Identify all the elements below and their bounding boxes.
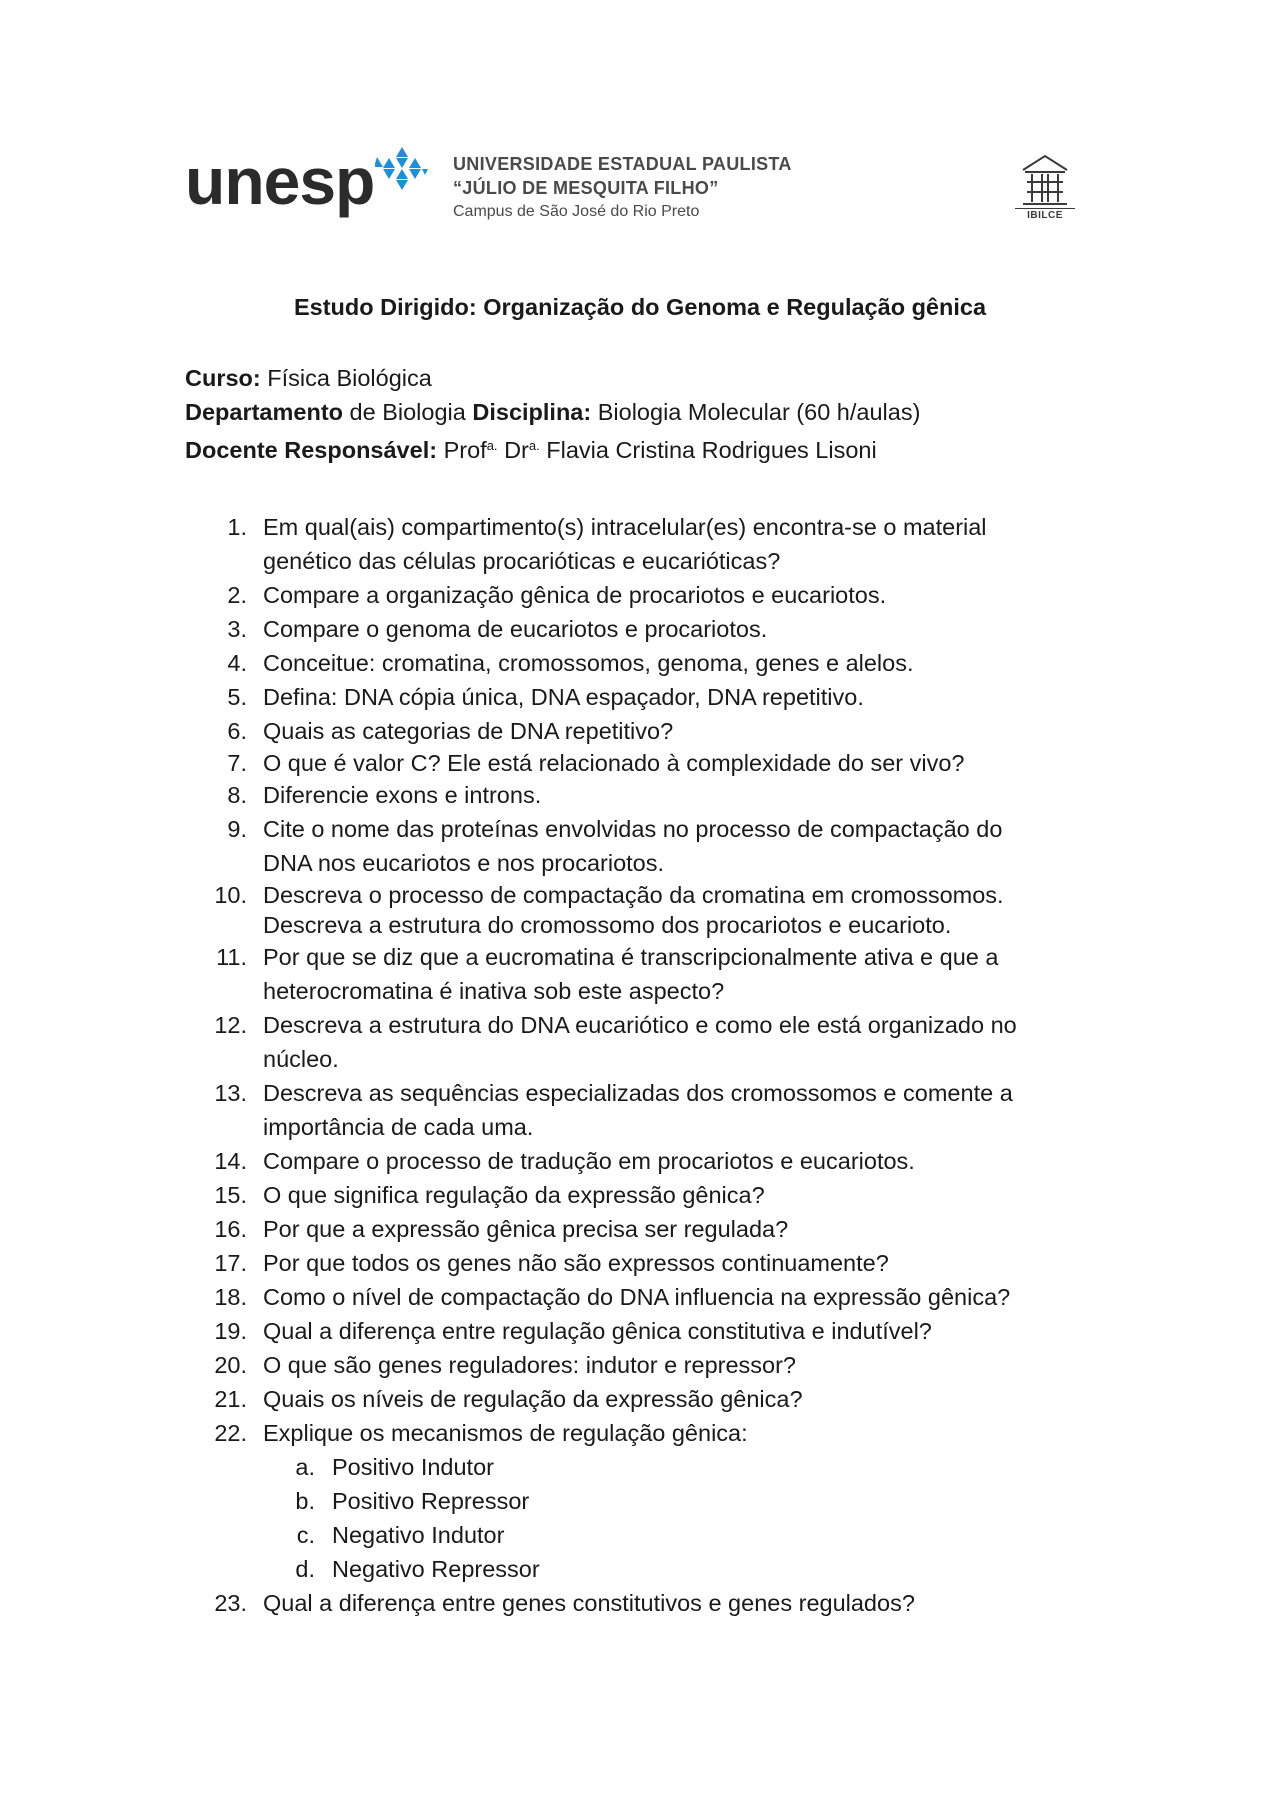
sub-item-b xyxy=(185,1484,1115,1518)
university-name: UNIVERSIDADE ESTADUAL PAULISTA xyxy=(453,154,792,174)
teacher-name: Flavia Cristina Rodrigues Lisoni xyxy=(546,437,877,463)
question-text: Por que se diz que a eucromatina é transcripcionalmente ativa e que a xyxy=(263,944,999,970)
question-7 xyxy=(185,748,1115,778)
question-text: Descreva a estrutura do DNA eucariótico e como ele está organizado no xyxy=(263,1012,1017,1038)
question-number: 22. xyxy=(214,1420,247,1446)
sub-item-letter: a. xyxy=(295,1454,315,1480)
question-number: 20. xyxy=(214,1352,247,1378)
question-number: 8. xyxy=(227,782,247,808)
question-text: núcleo. xyxy=(263,1046,339,1072)
question-text: Qual a diferença entre genes constitutivos e genes regulados? xyxy=(263,1590,915,1616)
question-number: 5. xyxy=(227,684,247,710)
question-text: Em qual(ais) compartimento(s) intracelular(es) encontra-se o material xyxy=(263,514,987,540)
sub-item-c xyxy=(185,1518,1115,1552)
course-value: Física Biológica xyxy=(267,365,432,391)
university-subtitle: “JÚLIO DE MESQUITA FILHO” xyxy=(453,178,719,198)
question-text: Diferencie exons e introns. xyxy=(263,782,542,808)
teacher-title-2: Dr xyxy=(504,437,529,463)
question-text: Por que todos os genes não são expressos continuamente? xyxy=(263,1250,889,1276)
sub-item-text: Positivo Indutor xyxy=(332,1454,494,1480)
sub-item-d xyxy=(185,1552,1115,1586)
department-line xyxy=(185,395,920,429)
question-text: Quais as categorias de DNA repetitivo? xyxy=(263,718,674,744)
question-number: 19. xyxy=(214,1318,247,1344)
sub-item-a xyxy=(185,1450,1115,1484)
document-title: Estudo Dirigido: Organização do Genoma e Regulação gênica xyxy=(293,294,987,320)
question-22 xyxy=(185,1416,1115,1450)
question-number: 11. xyxy=(216,944,247,970)
question-number: 16. xyxy=(214,1216,247,1242)
question-20 xyxy=(185,1348,1115,1382)
question-text: importância de cada uma. xyxy=(263,1114,534,1140)
question-text: O que é valor C? Ele está relacionado à complexidade do ser vivo? xyxy=(263,750,965,776)
teacher-title-1: Prof xyxy=(443,437,487,463)
question-14 xyxy=(185,1144,1115,1178)
question-number: 14. xyxy=(214,1148,247,1174)
question-text: heterocromatina é inativa sob este aspecto? xyxy=(263,978,725,1004)
question-number: 18. xyxy=(214,1284,247,1310)
question-text: genético das células procarióticas e eucarióticas? xyxy=(263,548,781,574)
question-number: 9. xyxy=(227,816,247,842)
question-text: Por que a expressão gênica precisa ser regulada? xyxy=(263,1216,789,1242)
question-4 xyxy=(185,646,1115,680)
question-text: Como o nível de compactação do DNA influencia na expressão gênica? xyxy=(263,1284,1011,1310)
question-11 xyxy=(185,940,1115,1008)
question-12 xyxy=(185,1008,1115,1076)
course-info xyxy=(185,361,920,467)
question-number: 12. xyxy=(214,1012,247,1038)
unesp-logo-icon xyxy=(375,145,429,193)
building-icon xyxy=(1015,152,1075,208)
campus-name: Campus de São José do Rio Preto xyxy=(453,203,700,220)
teacher-title-1-sup: a. xyxy=(486,438,498,453)
question-8 xyxy=(185,778,1115,812)
question-number: 23. xyxy=(214,1590,247,1616)
question-text: Descreva o processo de compactação da cromatina em cromossomos. xyxy=(263,882,1004,908)
sub-item-text: Positivo Repressor xyxy=(332,1488,530,1514)
question-text: Descreva a estrutura do cromossomo dos procariotos e eucarioto. xyxy=(263,912,952,938)
question-text: Descreva as sequências especializadas dos cromossomos e comente a xyxy=(263,1080,1013,1106)
question-text: Explique os mecanismos de regulação gênica: xyxy=(263,1420,748,1446)
question-13 xyxy=(185,1076,1115,1144)
question-number: 2. xyxy=(227,582,247,608)
question-number: 15. xyxy=(214,1182,247,1208)
ibilce-logo xyxy=(1015,152,1075,226)
question-number: 4. xyxy=(227,650,247,676)
question-number: 10. xyxy=(214,882,247,908)
discipline-value: Biologia Molecular (60 h/aulas) xyxy=(597,399,921,425)
question-21 xyxy=(185,1382,1115,1416)
question-number: 1. xyxy=(227,514,247,540)
question-text: DNA nos eucariotos e nos procariotos. xyxy=(263,850,665,876)
sub-item-text: Negativo Repressor xyxy=(332,1556,540,1582)
question-5 xyxy=(185,680,1115,714)
question-3 xyxy=(185,612,1115,646)
question-text: O que são genes reguladores: indutor e repressor? xyxy=(263,1352,796,1378)
question-number: 13. xyxy=(214,1080,247,1106)
question-1 xyxy=(185,510,1115,578)
ibilce-label: IBILCE xyxy=(1015,208,1075,221)
unesp-logo-text: unesp xyxy=(185,144,375,218)
question-18 xyxy=(185,1280,1115,1314)
question-16 xyxy=(185,1212,1115,1246)
question-number: 6. xyxy=(227,718,247,744)
question-2 xyxy=(185,578,1115,612)
course-label: Curso: xyxy=(185,365,261,391)
university-block xyxy=(453,152,792,224)
question-text: Compare a organização gênica de procariotos e eucariotos. xyxy=(263,582,887,608)
letterhead xyxy=(185,140,1085,240)
sub-item-letter: d. xyxy=(295,1556,315,1582)
teacher-line xyxy=(185,429,920,467)
question-23 xyxy=(185,1586,1115,1620)
question-number: 3. xyxy=(227,616,247,642)
question-list xyxy=(185,510,1115,1620)
question-10 xyxy=(185,880,1115,940)
question-text: Conceitue: cromatina, cromossomos, genoma, genes e alelos. xyxy=(263,650,914,676)
sub-item-text: Negativo Indutor xyxy=(332,1522,505,1548)
question-6 xyxy=(185,714,1115,748)
sub-item-letter: b. xyxy=(295,1488,315,1514)
question-text: Compare o genoma de eucariotos e procariotos. xyxy=(263,616,768,642)
question-17 xyxy=(185,1246,1115,1280)
question-number: 21. xyxy=(214,1386,247,1412)
question-text: Qual a diferença entre regulação gênica constitutiva e indutível? xyxy=(263,1318,932,1344)
sub-item-letter: c. xyxy=(296,1522,315,1548)
course-line xyxy=(185,361,920,395)
teacher-label: Docente Responsável: xyxy=(185,437,438,463)
question-9 xyxy=(185,812,1115,880)
question-19 xyxy=(185,1314,1115,1348)
question-text: Compare o processo de tradução em procariotos e eucariotos. xyxy=(263,1148,915,1174)
question-number: 7. xyxy=(227,750,247,776)
department-value: de Biologia xyxy=(349,399,466,425)
question-text: Defina: DNA cópia única, DNA espaçador, DNA repetitivo. xyxy=(263,684,864,710)
question-text: O que significa regulação da expressão gênica? xyxy=(263,1182,765,1208)
question-number: 17. xyxy=(214,1250,247,1276)
question-text: Cite o nome das proteínas envolvidas no processo de compactação do xyxy=(263,816,1003,842)
discipline-label: Disciplina: xyxy=(472,399,592,425)
department-label: Departamento xyxy=(185,399,344,425)
question-15 xyxy=(185,1178,1115,1212)
teacher-title-2-sup: a. xyxy=(528,438,540,453)
question-text: Quais os níveis de regulação da expressão gênica? xyxy=(263,1386,803,1412)
